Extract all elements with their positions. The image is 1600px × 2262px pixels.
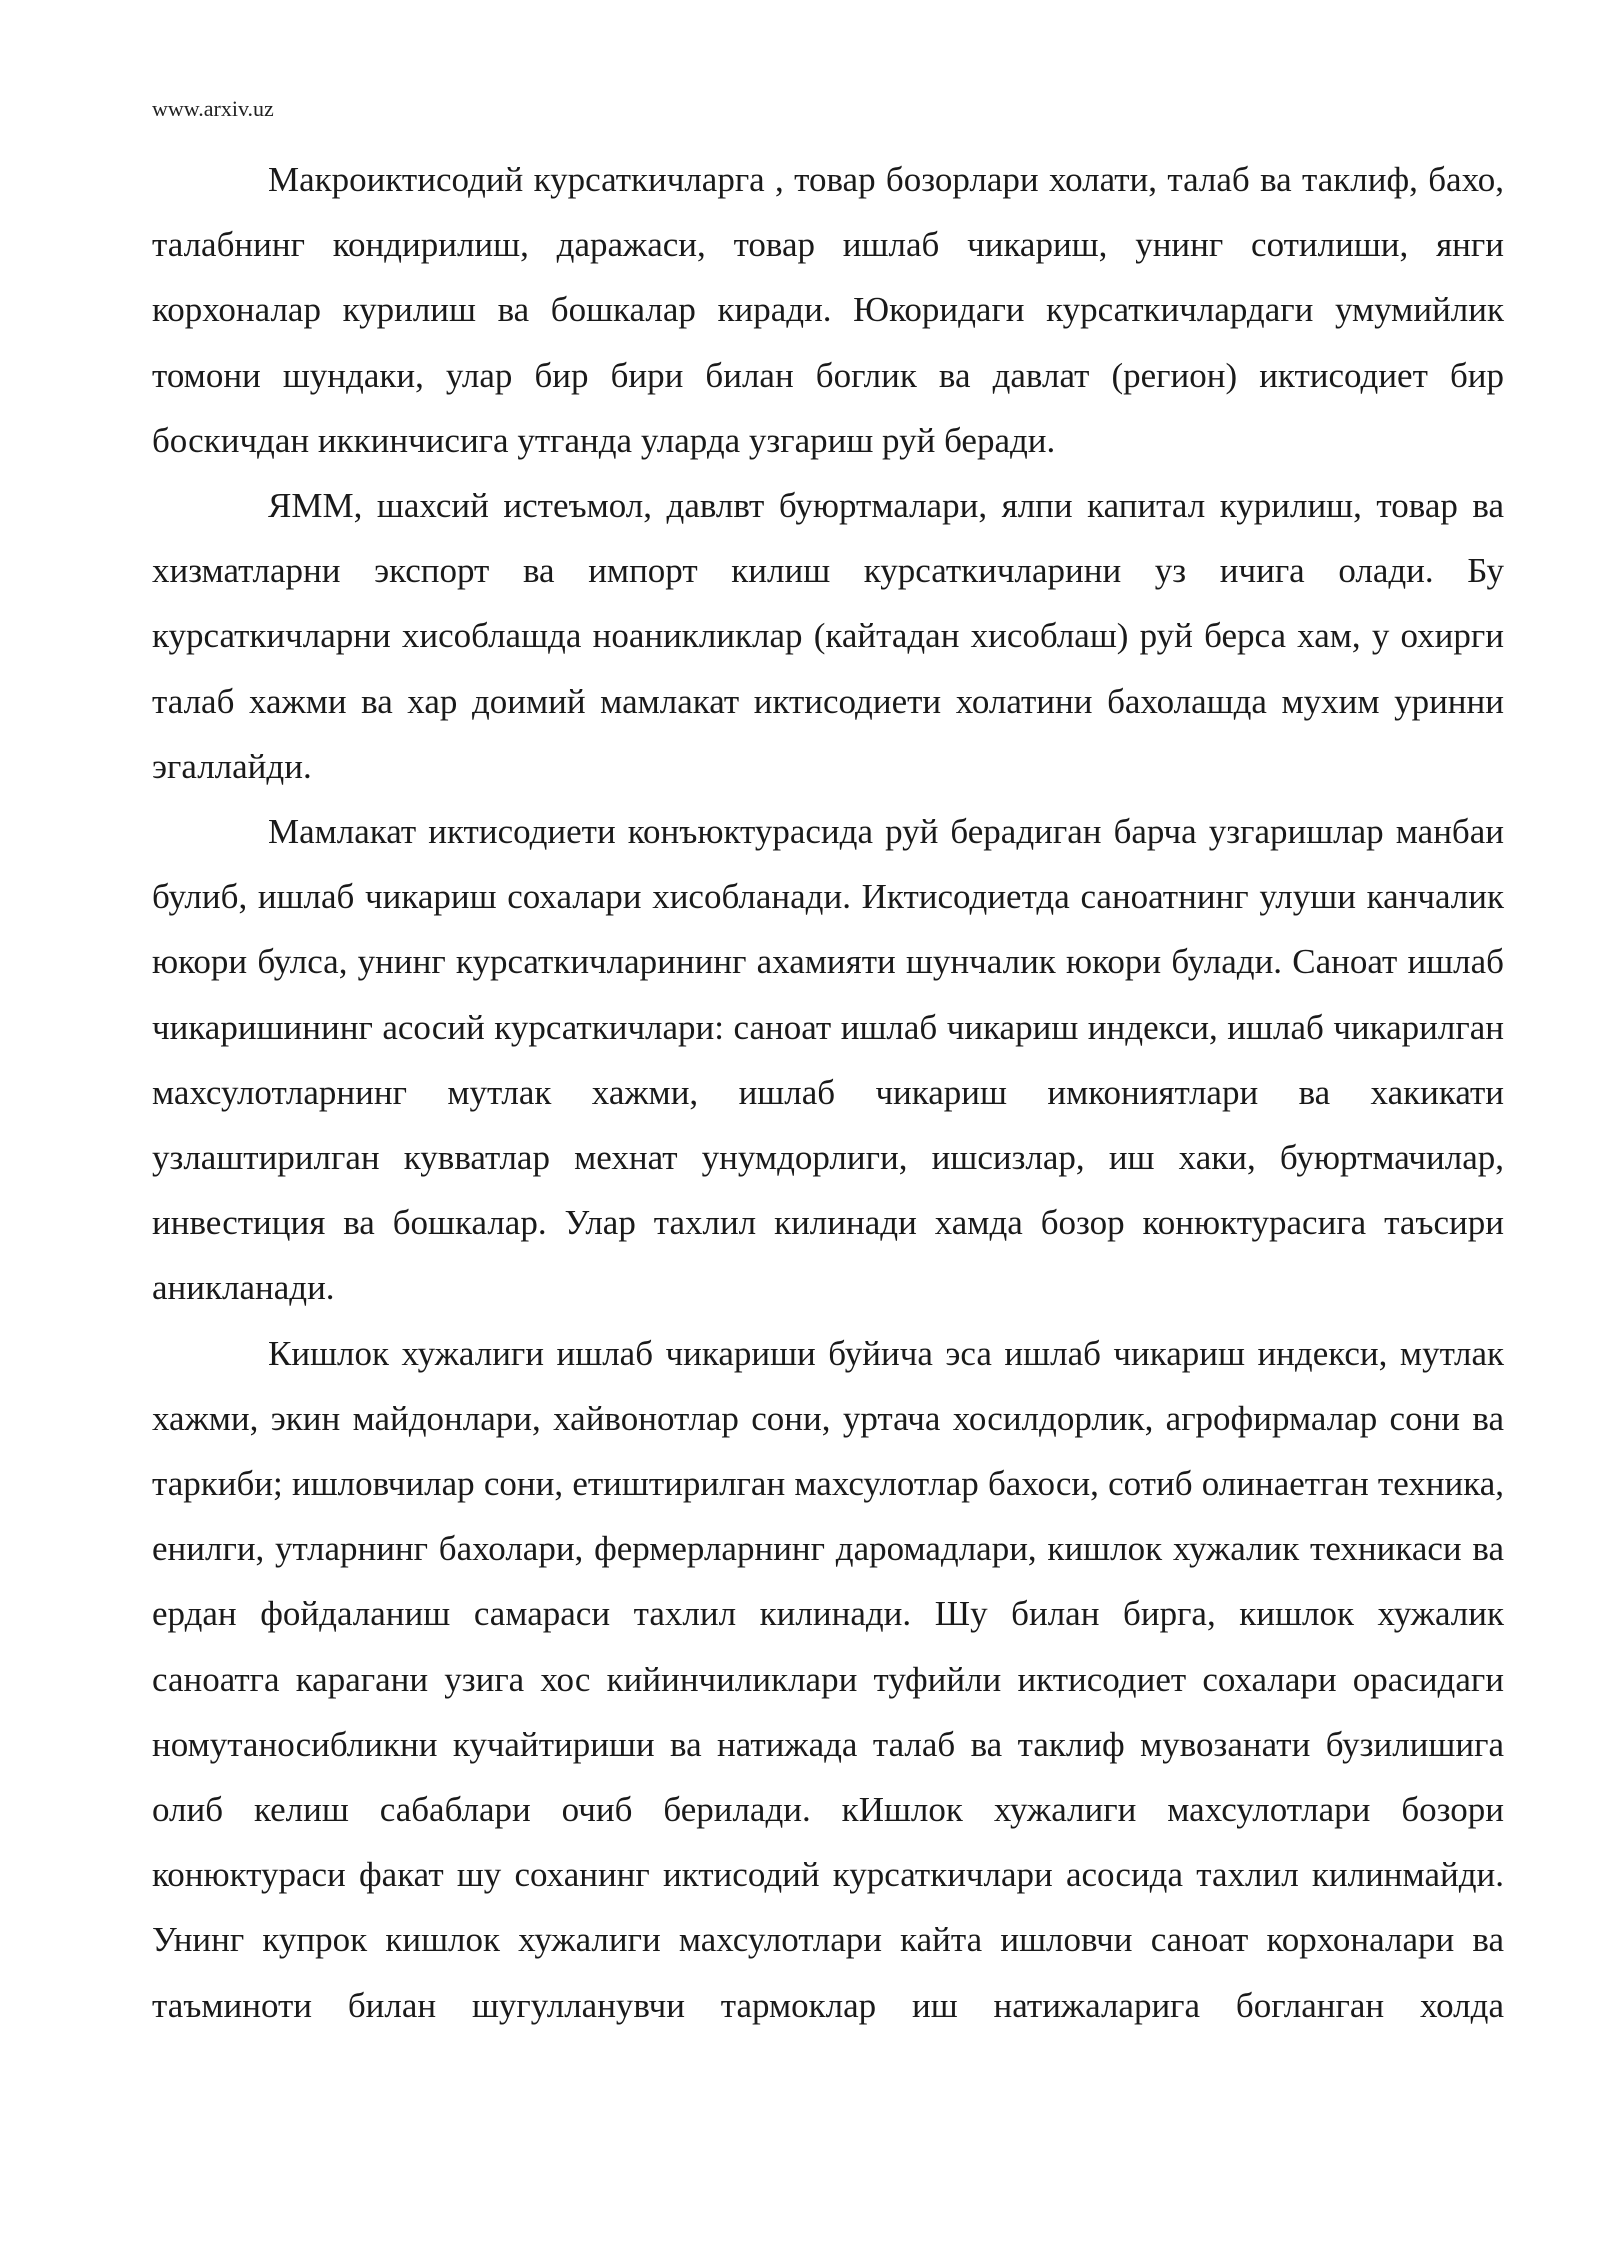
paragraph-gdp-indicators: ЯММ, шахсий истеъмол, давлвт буюртмалари, ялпи капитал курилиш, товар ва хизматларни экспорт ва импорт килиш курсаткичларини уз ичига олади. Бу курсаткичларни хисоблашда ноаникликлар (кайтадан хисоблаш) руй берса хам, у охирги талаб хажми ва хар доимий мамлакат иктисодиети холатини бахолашда мухим уринни эгаллайди. <box>152 486 1504 786</box>
document-body <box>152 147 1504 2038</box>
header-url: www.arxiv.uz <box>152 96 274 121</box>
paragraph-industry-indicators: Мамлакат иктисодиети конъюктурасида руй берадиган барча узгаришлар манбаи булиб, ишлаб чикариш сохалари хисобланади. Иктисодиетда саноатнинг улуши канчалик юкори булса, унинг курсаткичларининг ахамияти шунчалик юкори булади. Саноат ишлаб чикаришининг асосий курсаткичлари: саноат ишлаб чикариш индекси, ишлаб чикарилган махсулотларнинг мутлак хажми, ишлаб чикариш имкониятлари ва хакикати узлаштирилган кувватлар мехнат унумдорлиги, ишсизлар, иш хаки, буюртмачилар, инвестиция ва бошкалар. Улар тахлил килинади хамда бозор конюктурасига таъсири аникланади. <box>152 812 1504 1308</box>
paragraph-macroeconomic-indicators: Макроиктисодий курсаткичларга , товар бозорлари холати, талаб ва таклиф, бахо, талабнинг кондирилиш, даражаси, товар ишлаб чикариш, унинг сотилиши, янги корхоналар курилиш ва бошкалар киради. Юкоридаги курсаткичлардаги умумийлик томони шундаки, улар бир бири билан боглик ва давлат (регион) иктисодиет бир боскичдан иккинчисига утганда уларда узгариш руй беради. <box>152 160 1504 460</box>
paragraph-agriculture-indicators: Кишлок хужалиги ишлаб чикариши буйича эса ишлаб чикариш индекси, мутлак хажми, экин майдонлари, хайвонотлар сони, уртача хосилдорлик, агрофирмалар сони ва таркиби; ишловчилар сони, етиштирилган махсулотлар бахоси, сотиб олинаетган техника, енилги, утларнинг бахолари, фермерларнинг даромадлари, кишлок хужалик техникаси ва ердан фойдаланиш самараси тахлил килинади. Шу билан бирга, кишлок хужалик саноатга карагани узига хос кийинчиликлари туфийли иктисодиет сохалари орасидаги номутаносибликни кучайтириши ва натижада талаб ва таклиф мувозанати бузилишига олиб келиш сабаблари очиб берилади. кИшлок хужалиги махсулотлари бозори конюктураси факат шу соханинг иктисодий курсаткичлари асосида тахлил килинмайди. Унинг купрок кишлок хужалиги махсулотлари кайта ишловчи саноат корхоналари ва таъминоти билан шугулланувчи тармоклар иш натижаларига богланган холда <box>152 1333 1504 2025</box>
